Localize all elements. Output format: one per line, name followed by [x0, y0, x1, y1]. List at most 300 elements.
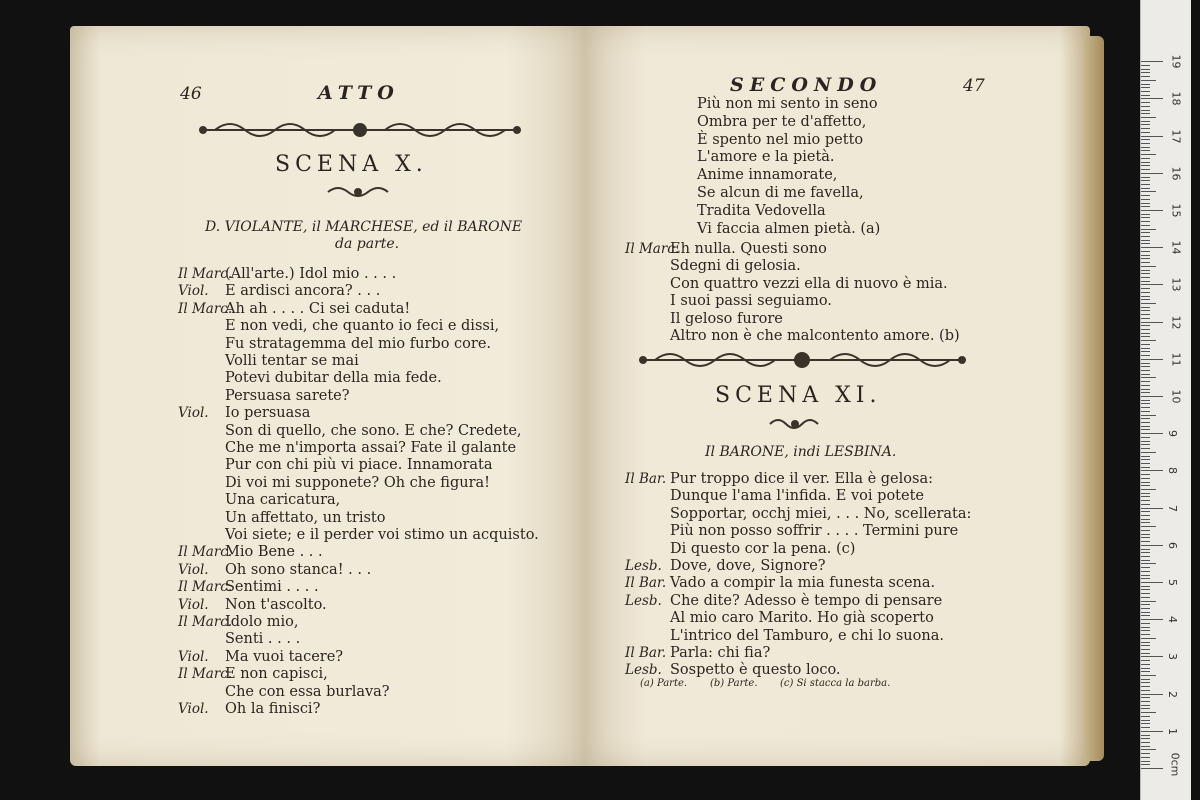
speaker-label: Il Marc.: [178, 666, 233, 683]
ruler-tick: [1141, 400, 1150, 401]
ruler-tick: [1141, 708, 1150, 709]
ruler-tick: [1141, 474, 1150, 475]
ruler-tick: [1141, 113, 1150, 114]
ruler-tick: [1141, 749, 1156, 750]
verse-line: Con quattro vezzi ella di nuovo è mia.: [670, 275, 948, 292]
ruler-tick: [1141, 504, 1150, 505]
verse-line: Al mio caro Marito. Ho già scoperto: [670, 610, 934, 627]
cast-line-left-2: da parte.: [335, 236, 400, 252]
ruler-tick: [1141, 98, 1163, 99]
ruler-tick: [1141, 426, 1150, 427]
ruler-tick: [1141, 318, 1150, 319]
verse-line: Vi faccia almen pietà. (a): [697, 220, 881, 237]
verse-line: Non t'ascolto.: [225, 596, 327, 613]
ruler-tick: [1141, 441, 1150, 442]
speaker-label: Lesb.: [625, 558, 662, 574]
ruler-tick: [1141, 582, 1163, 583]
ruler-tick: [1141, 615, 1150, 616]
verse-line: Mio Bene . . .: [225, 544, 323, 561]
ruler-tick: [1141, 314, 1150, 315]
ruler-tick: [1141, 363, 1150, 364]
verse-line: (All'arte.) Idol mio . . . .: [225, 266, 397, 282]
ruler-tick: [1141, 482, 1150, 483]
ruler-tick: [1141, 84, 1150, 85]
ruler-tick: [1141, 150, 1150, 151]
scene-title-right: SCENA XI.: [715, 383, 882, 408]
verse-line: Pur con chi più vi piace. Innamorata: [225, 457, 493, 474]
ruler-tick: [1141, 642, 1150, 643]
ruler-tick: [1141, 530, 1150, 531]
ruler-tick: [1141, 630, 1150, 631]
ruler-tick: [1141, 322, 1163, 323]
ruler-tick: [1141, 511, 1150, 512]
ruler-tick: [1141, 552, 1150, 553]
ruler-tick: [1141, 258, 1150, 259]
ruler-tick: [1141, 716, 1150, 717]
ruler-tick: [1141, 560, 1150, 561]
ruler-tick: [1141, 526, 1156, 527]
verse-line: Sopportar, occhj miei, . . . No, scellerata:: [670, 505, 972, 522]
ruler-tick: [1141, 76, 1150, 77]
verse-line: Che me n'importa assai? Fate il galante: [225, 440, 517, 456]
ruler-tick: [1141, 742, 1150, 743]
ruler-tick: [1141, 61, 1163, 62]
ruler-tick: [1141, 545, 1163, 546]
ruler-tick: [1141, 307, 1150, 308]
ruler-tick: [1141, 333, 1150, 334]
verse-line: Che dite? Adesso è tempo di pensare: [670, 592, 943, 609]
ruler-tick: [1141, 262, 1150, 263]
verse-line: L'intrico del Tamburo, e chi lo suona.: [670, 627, 944, 644]
ruler-tick: [1141, 686, 1150, 687]
verse-line: Un affettato, un tristo: [225, 509, 386, 526]
ruler-tick: [1141, 377, 1156, 378]
ruler-tick: [1141, 299, 1150, 300]
ruler-tick: [1141, 761, 1150, 762]
speaker-label: Lesb.: [625, 662, 662, 679]
ruler-number: 4: [1166, 616, 1179, 624]
ruler-tick: [1141, 694, 1163, 695]
ruler-tick: [1141, 325, 1150, 326]
ruler-tick: [1141, 589, 1150, 590]
ruler-tick: [1141, 199, 1150, 200]
ruler-tick: [1141, 768, 1163, 769]
verse-line: E ardisci ancora? . . .: [225, 283, 381, 300]
ruler-tick: [1141, 649, 1150, 650]
verse-line: Senti . . . .: [225, 631, 301, 648]
verse-line: L'amore e la pietà.: [697, 149, 835, 166]
ruler-tick: [1141, 541, 1150, 542]
verse-line: Fu stratagemma del mio furbo core.: [225, 335, 492, 352]
ruler-tick: [1141, 690, 1150, 691]
verse-line: Oh sono stanca! . . .: [225, 561, 372, 578]
ruler-tick: [1141, 444, 1150, 445]
footnote-c: (c) Si stacca la barba.: [780, 678, 891, 689]
verse-line: Potevi dubitar della mia fede.: [225, 370, 442, 387]
verse-line: Dove, dove, Signore?: [670, 558, 826, 574]
speaker-label: Il Marc.: [178, 614, 233, 630]
ruler-number: 13: [1169, 277, 1183, 292]
ruler-tick: [1141, 456, 1150, 457]
ruler-tick: [1141, 586, 1150, 587]
ruler-tick: [1141, 731, 1163, 732]
ruler-tick: [1141, 738, 1150, 739]
ruler-tick: [1141, 210, 1163, 211]
verse-line: Volli tentar se mai: [225, 353, 359, 369]
ruler-tick: [1141, 578, 1150, 579]
ruler-tick: [1141, 91, 1150, 92]
ruler-tick: [1141, 493, 1150, 494]
speaker-label: Viol.: [178, 701, 209, 717]
verse-line: Voi siete; e il perder voi stimo un acquisto.: [225, 527, 539, 543]
ruler-tick: [1141, 243, 1150, 244]
ruler-number: 7: [1166, 504, 1179, 512]
ruler-tick: [1141, 608, 1150, 609]
speaker-label: Viol.: [178, 648, 209, 665]
verse-line: Di voi mi supponete? Oh che figura!: [225, 474, 491, 491]
ruler-tick: [1141, 106, 1150, 107]
ruler-tick: [1141, 433, 1163, 434]
ruler-tick: [1141, 634, 1150, 635]
ruler-number: 18: [1169, 91, 1183, 106]
ruler-tick: [1141, 429, 1150, 430]
ruler-tick: [1141, 143, 1150, 144]
ruler-tick: [1141, 217, 1150, 218]
verse-line: Tradita Vedovella: [697, 202, 826, 219]
footnote-a: (a) Parte.: [640, 678, 688, 689]
open-book: [70, 26, 1100, 776]
speaker-label: Il Marc.: [178, 544, 233, 561]
ruler-number: 15: [1169, 203, 1183, 218]
ruler-tick: [1141, 173, 1163, 174]
ruler-tick: [1141, 195, 1150, 196]
speaker-label: Il Marc.: [625, 241, 680, 257]
ruler-tick: [1141, 236, 1150, 237]
ruler-tick: [1141, 549, 1150, 550]
verse-line: Vado a compir la mia funesta scena.: [670, 575, 936, 592]
ruler-number: 8: [1166, 467, 1179, 475]
scene-title-left: SCENA X.: [275, 152, 428, 177]
ruler-tick: [1141, 418, 1150, 419]
ruler-tick: [1141, 571, 1150, 572]
ruler-tick: [1141, 485, 1150, 486]
ruler-tick: [1141, 682, 1150, 683]
ruler-tick: [1141, 102, 1150, 103]
ruler-tick: [1141, 251, 1150, 252]
ruler-tick: [1141, 136, 1163, 137]
ruler-tick: [1141, 459, 1150, 460]
ruler-tick: [1141, 348, 1150, 349]
ruler-number: 1: [1166, 727, 1179, 735]
verse-line: I suoi passi seguiamo.: [670, 293, 832, 310]
ruler-tick: [1141, 452, 1156, 453]
ruler-number: 2: [1166, 690, 1179, 698]
verse-line: Idolo mio,: [225, 614, 299, 630]
ruler-tick: [1141, 519, 1150, 520]
ruler-tick: [1141, 270, 1150, 271]
ruler-tick: [1141, 403, 1150, 404]
ruler-tick: [1141, 359, 1163, 360]
ruler-tick: [1141, 110, 1150, 111]
verse-line: Più non posso soffrir . . . . Termini pure: [670, 523, 959, 540]
ruler-tick: [1141, 619, 1163, 620]
ruler-unit-label: 0cm: [1168, 752, 1182, 777]
verse-line: Sentimi . . . .: [225, 579, 319, 596]
ruler-tick: [1141, 351, 1150, 352]
ruler-tick: [1141, 660, 1150, 661]
verse-line: Anime innamorate,: [697, 167, 838, 184]
ruler-tick: [1141, 281, 1150, 282]
page-number-right: 47: [963, 76, 985, 96]
ruler-tick: [1141, 764, 1150, 765]
ruler-tick: [1141, 344, 1150, 345]
ruler-tick: [1141, 165, 1150, 166]
ruler-tick: [1141, 407, 1150, 408]
ruler-tick: [1141, 310, 1150, 311]
running-head-right: SECONDO: [730, 74, 883, 96]
ruler-tick: [1141, 668, 1150, 669]
left-page: [70, 26, 585, 766]
ruler-tick: [1141, 645, 1150, 646]
verse-line: Eh nulla. Questi sono: [670, 241, 827, 257]
ruler-tick: [1141, 753, 1150, 754]
ruler-tick: [1141, 154, 1156, 155]
ruler-tick: [1141, 381, 1150, 382]
ruler-tick: [1141, 80, 1156, 81]
page-number-left: 46: [180, 84, 202, 104]
speaker-label: Il Marc.: [178, 266, 233, 282]
ruler-tick: [1141, 273, 1150, 274]
verse-line: Che con essa burlava?: [225, 683, 390, 700]
ruler-tick: [1141, 162, 1150, 163]
ruler-tick: [1141, 705, 1150, 706]
ruler-tick: [1141, 72, 1150, 73]
ruler-tick: [1141, 355, 1150, 356]
ruler-tick: [1141, 612, 1150, 613]
ruler-tick: [1141, 597, 1150, 598]
ruler-tick: [1141, 158, 1150, 159]
verse-line: Ombra per te d'affetto,: [697, 113, 867, 130]
speaker-label: Viol.: [178, 283, 209, 300]
verse-line: Sospetto è questo loco.: [670, 662, 841, 679]
ruler-tick: [1141, 448, 1150, 449]
ruler-tick: [1141, 385, 1150, 386]
ruler-tick: [1141, 712, 1156, 713]
verse-line: Altro non è che malcontento amore. (b): [670, 328, 960, 344]
ruler-tick: [1141, 638, 1156, 639]
ruler-tick: [1141, 303, 1156, 304]
ruler-tick: [1141, 188, 1150, 189]
ruler-tick: [1141, 478, 1150, 479]
verse-line: Persuasa sarete?: [225, 387, 350, 404]
ruler-tick: [1141, 437, 1150, 438]
ruler-number: 11: [1169, 352, 1183, 367]
verse-line: Il geloso furore: [670, 310, 783, 327]
ruler-number: 5: [1166, 579, 1179, 586]
ruler-tick: [1141, 366, 1150, 367]
ruler-tick: [1141, 496, 1150, 497]
speaker-label: Il Bar.: [625, 575, 667, 592]
ruler-tick: [1141, 255, 1150, 256]
ruler-tick: [1141, 389, 1150, 390]
ruler-number: 16: [1169, 166, 1183, 181]
ruler-tick: [1141, 191, 1156, 192]
ruler-tick: [1141, 422, 1150, 423]
ruler-tick: [1141, 593, 1150, 594]
verse-line: Una caricatura,: [225, 492, 341, 509]
ruler-tick: [1141, 534, 1150, 535]
ruler-tick: [1141, 411, 1150, 412]
ruler-tick: [1141, 121, 1150, 122]
speaker-label: Il Marc.: [178, 300, 233, 317]
ruler-tick: [1141, 117, 1156, 118]
ruler-tick: [1141, 292, 1150, 293]
verse-line: Parla: chi fia?: [670, 645, 771, 661]
ruler-tick: [1141, 128, 1150, 129]
speaker-label: Viol.: [178, 561, 209, 578]
ruler-tick: [1141, 277, 1150, 278]
small-ornament-icon: [323, 184, 393, 200]
ruler-tick: [1141, 296, 1150, 297]
ruler-tick: [1141, 139, 1150, 140]
ruler-tick: [1141, 675, 1156, 676]
ruler-tick: [1141, 567, 1150, 568]
running-head-left: ATTO: [318, 82, 400, 104]
ruler-number: 9: [1166, 430, 1179, 438]
ruler-tick: [1141, 247, 1163, 248]
ruler-tick: [1141, 735, 1150, 736]
ruler-tick: [1141, 563, 1156, 564]
verse-line: Di questo cor la pena. (c): [670, 540, 856, 557]
ruler-tick: [1141, 556, 1150, 557]
verse-line: Son di quello, che sono. E che? Credete,: [225, 422, 522, 439]
ruler-tick: [1141, 470, 1163, 471]
verse-line: E non capisci,: [225, 666, 328, 683]
ruler-tick: [1141, 203, 1150, 204]
ruler-tick: [1141, 221, 1150, 222]
ruler-tick: [1141, 87, 1150, 88]
ruler-number: 19: [1169, 54, 1183, 69]
ruler-tick: [1141, 463, 1150, 464]
ruler-tick: [1141, 757, 1150, 758]
right-page: [585, 26, 1090, 766]
speaker-label: Il Marc.: [178, 579, 233, 596]
cast-line-right: Il BARONE, indi LESBINA.: [705, 444, 897, 460]
verse-line: Oh la finisci?: [225, 701, 321, 717]
ruler-tick: [1141, 69, 1150, 70]
ruler-tick: [1141, 604, 1150, 605]
ruler-tick: [1141, 266, 1156, 267]
ruler-tick: [1141, 229, 1156, 230]
ruler-tick: [1141, 467, 1150, 468]
ruler-tick: [1141, 679, 1150, 680]
speaker-label: Viol.: [178, 596, 209, 613]
ornament-band-icon: [195, 119, 525, 141]
ruler-tick: [1141, 184, 1150, 185]
ruler-tick: [1141, 500, 1150, 501]
speaker-label: Il Bar.: [625, 471, 667, 487]
ruler-tick: [1141, 727, 1150, 728]
speaker-label: Il Bar.: [625, 645, 667, 661]
small-ornament-icon: [765, 416, 825, 432]
ruler-tick: [1141, 132, 1150, 133]
speaker-label: Viol.: [178, 405, 209, 422]
ruler-tick: [1141, 489, 1156, 490]
ruler-number: 10: [1169, 389, 1183, 404]
verse-line: Pur troppo dice il ver. Ella è gelosa:: [670, 471, 933, 487]
page-edges: [1084, 36, 1104, 761]
ruler-number: 12: [1169, 315, 1183, 330]
verse-line: Io persuasa: [225, 405, 311, 422]
ruler-tick: [1141, 601, 1156, 602]
ruler-tick: [1141, 225, 1150, 226]
verse-line: Sdegni di gelosia.: [670, 258, 801, 275]
ruler-tick: [1141, 697, 1150, 698]
ruler-tick: [1141, 240, 1150, 241]
ruler-tick: [1141, 284, 1163, 285]
ruler-tick: [1141, 374, 1150, 375]
ruler-tick: [1141, 95, 1150, 96]
measuring-ruler: [1140, 0, 1191, 800]
verse-line: Dunque l'ama l'infida. E voi potete: [670, 488, 924, 505]
ruler-tick: [1141, 537, 1150, 538]
ruler-tick: [1141, 392, 1150, 393]
ruler-tick: [1141, 515, 1150, 516]
ruler-tick: [1141, 124, 1150, 125]
ruler-tick: [1141, 169, 1150, 170]
ruler-number: 3: [1166, 653, 1179, 661]
ruler-tick: [1141, 177, 1150, 178]
ruler-tick: [1141, 65, 1150, 66]
ruler-tick: [1141, 627, 1150, 628]
ruler-number: 6: [1166, 541, 1179, 549]
ruler-tick: [1141, 206, 1150, 207]
verse-line: Se alcun di me favella,: [697, 185, 864, 201]
ruler-tick: [1141, 664, 1150, 665]
ruler-tick: [1141, 288, 1150, 289]
ruler-tick: [1141, 232, 1150, 233]
ruler-tick: [1141, 720, 1150, 721]
verse-line: Più non mi sento in seno: [697, 96, 878, 112]
verse-line: È spento nel mio petto: [697, 131, 864, 148]
footnote-b: (b) Parte.: [710, 678, 758, 689]
ruler-tick: [1141, 370, 1150, 371]
ruler-tick: [1141, 329, 1150, 330]
ruler-tick: [1141, 701, 1150, 702]
ruler-tick: [1141, 623, 1150, 624]
ruler-tick: [1141, 575, 1150, 576]
ruler-tick: [1141, 723, 1150, 724]
ruler-tick: [1141, 746, 1150, 747]
verse-line: Ma vuoi tacere?: [225, 648, 344, 665]
ruler-tick: [1141, 180, 1150, 181]
ruler-tick: [1141, 415, 1156, 416]
ruler-tick: [1141, 147, 1150, 148]
ruler-tick: [1141, 508, 1163, 509]
ruler-tick: [1141, 656, 1163, 657]
speaker-label: Lesb.: [625, 592, 662, 609]
ruler-tick: [1141, 671, 1150, 672]
verse-line: E non vedi, che quanto io feci e dissi,: [225, 318, 500, 335]
ruler-tick: [1141, 340, 1156, 341]
ruler-number: 14: [1169, 240, 1183, 255]
ornament-band-icon: [635, 349, 970, 371]
ruler-number: 17: [1169, 129, 1183, 144]
cast-line-left: D. VIOLANTE, il MARCHESE, ed il BARONE: [205, 219, 523, 235]
ruler-tick: [1141, 653, 1150, 654]
ruler-tick: [1141, 396, 1163, 397]
ruler-tick: [1141, 336, 1150, 337]
